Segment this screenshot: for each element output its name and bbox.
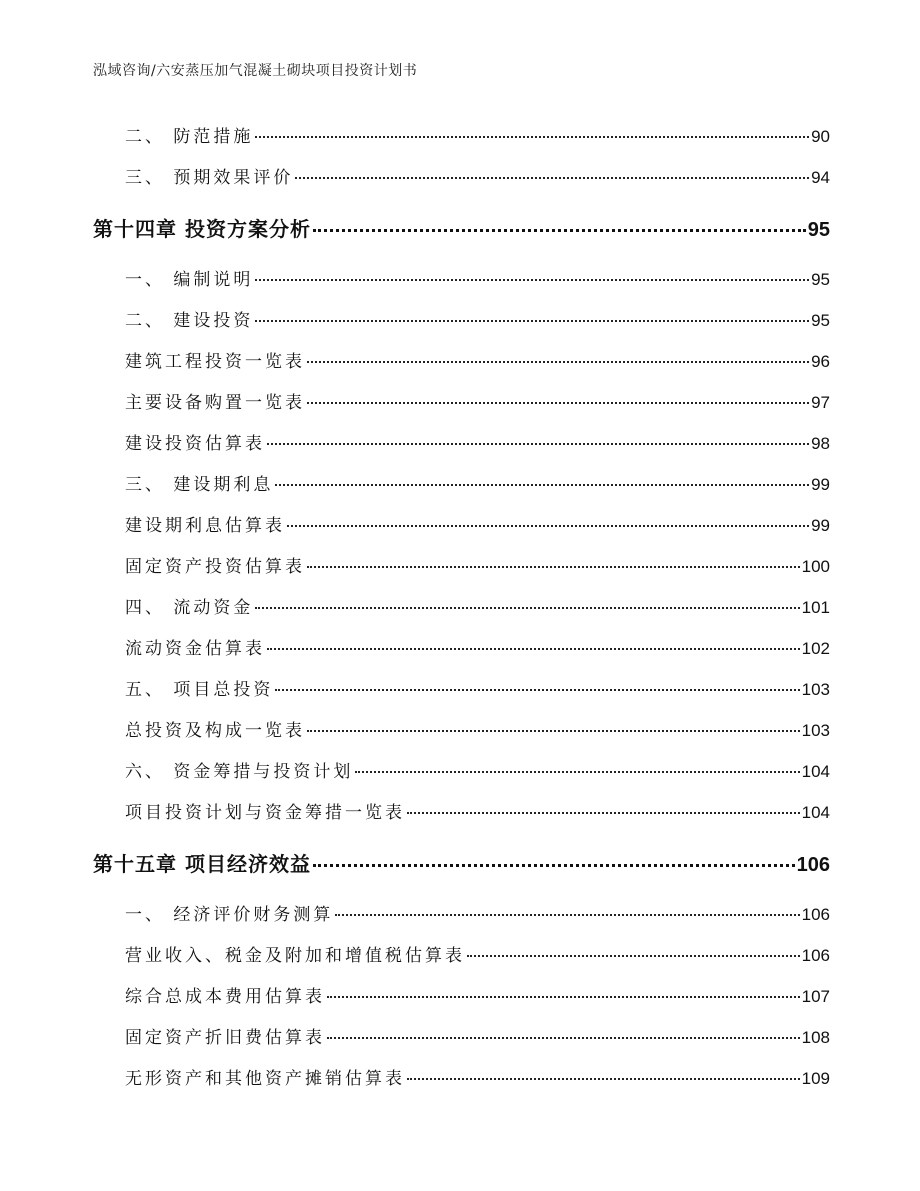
toc-entry[interactable] [125, 757, 830, 782]
dot-leader [255, 279, 809, 281]
toc-entry-label: 三、 预期效果评价 [125, 168, 294, 188]
toc-entry[interactable] [125, 982, 830, 1007]
toc-entry-label: 项目投资计划与资金筹措一览表 [125, 803, 405, 823]
toc-entry-page: 109 [801, 1069, 830, 1088]
dot-leader [355, 771, 799, 773]
toc-entry-page: 103 [801, 721, 830, 740]
toc-entry-page: 100 [801, 557, 830, 576]
toc-entry[interactable] [125, 1064, 830, 1089]
dot-leader [313, 864, 795, 867]
toc-entry[interactable] [125, 634, 830, 659]
toc-entry-label: 建设期利息估算表 [125, 516, 285, 536]
toc-entry-label: 建设投资估算表 [125, 434, 265, 454]
dot-leader [307, 402, 809, 404]
toc-entry[interactable] [125, 470, 830, 495]
toc-entry-label: 一、 经济评价财务测算 [125, 905, 334, 925]
toc-entry-page: 98 [811, 434, 830, 453]
toc-entry-label: 总投资及构成一览表 [125, 721, 305, 741]
toc-entry-page: 106 [801, 905, 830, 924]
toc-entry[interactable] [125, 429, 830, 454]
toc-entry-page: 103 [801, 680, 830, 699]
dot-leader [327, 1037, 800, 1039]
toc-entry-page: 90 [811, 127, 830, 146]
toc-entry[interactable] [125, 798, 830, 823]
toc-entry[interactable] [125, 347, 830, 372]
dot-leader [267, 648, 800, 650]
toc-entry[interactable] [125, 900, 830, 925]
dot-leader [407, 1078, 800, 1080]
toc-entry[interactable] [125, 265, 830, 290]
toc-entry-label: 主要设备购置一览表 [125, 393, 305, 413]
toc-entry-label: 固定资产投资估算表 [125, 557, 305, 577]
toc-entry[interactable] [125, 1023, 830, 1048]
toc-entry-label: 二、 防范措施 [125, 127, 254, 147]
dot-leader [407, 812, 800, 814]
dot-leader [327, 996, 800, 998]
toc-entry[interactable] [125, 122, 830, 147]
toc-entry[interactable] [125, 593, 830, 618]
toc-entry-label: 综合总成本费用估算表 [125, 987, 325, 1007]
toc-entry-page: 101 [801, 598, 830, 617]
toc-entry-label: 六、 资金筹措与投资计划 [125, 762, 354, 782]
toc-entry-label: 流动资金估算表 [125, 639, 265, 659]
toc-entry-page: 96 [811, 352, 830, 371]
dot-leader [275, 484, 809, 486]
dot-leader [307, 730, 800, 732]
toc-entry-page: 106 [801, 946, 830, 965]
toc-chapter-entry[interactable] [93, 848, 830, 877]
toc-chapter-entry[interactable] [93, 213, 830, 242]
toc-entry-page: 104 [801, 803, 830, 822]
toc-entry-label: 二、 建设投资 [125, 311, 254, 331]
toc-entry[interactable] [125, 306, 830, 331]
running-header: 泓域咨询/六安蒸压加气混凝土砌块项目投资计划书 [93, 63, 418, 79]
toc-entry-page: 99 [811, 475, 830, 494]
toc-entry-label: 营业收入、税金及附加和增值税估算表 [125, 946, 465, 966]
toc-entry[interactable] [125, 511, 830, 536]
dot-leader [275, 689, 799, 691]
dot-leader [287, 525, 809, 527]
toc-entry[interactable] [125, 388, 830, 413]
toc-entry-label: 三、 建设期利息 [125, 475, 274, 495]
toc-entry-label: 五、 项目总投资 [125, 680, 274, 700]
dot-leader [295, 177, 809, 179]
toc-entry-page: 99 [811, 516, 830, 535]
toc-entry-label: 第十四章 投资方案分析 [93, 217, 311, 241]
dot-leader [313, 229, 806, 232]
toc-entry-page: 108 [801, 1028, 830, 1047]
toc-entry[interactable] [125, 552, 830, 577]
toc-entry[interactable] [125, 163, 830, 188]
toc-entry-label: 建筑工程投资一览表 [125, 352, 305, 372]
dot-leader [255, 136, 809, 138]
dot-leader [335, 914, 799, 916]
toc-entry-label: 第十五章 项目经济效益 [93, 852, 311, 876]
dot-leader [267, 443, 809, 445]
toc-entry-label: 一、 编制说明 [125, 270, 254, 290]
toc-entry-page: 94 [811, 168, 830, 187]
toc-entry[interactable] [125, 941, 830, 966]
toc-entry-page: 95 [807, 219, 830, 241]
dot-leader [467, 955, 800, 957]
toc-entry-page: 107 [801, 987, 830, 1006]
toc-entry-page: 95 [811, 311, 830, 330]
toc-entry-page: 102 [801, 639, 830, 658]
toc-entry-page: 97 [811, 393, 830, 412]
toc-entry-page: 95 [811, 270, 830, 289]
toc-entry-label: 固定资产折旧费估算表 [125, 1028, 325, 1048]
toc-entry[interactable] [125, 716, 830, 741]
dot-leader [307, 361, 809, 363]
toc-entry-page: 104 [801, 762, 830, 781]
dot-leader [255, 607, 799, 609]
dot-leader [307, 566, 800, 568]
toc-entry-label: 无形资产和其他资产摊销估算表 [125, 1069, 405, 1089]
toc-entry-page: 106 [796, 854, 830, 876]
toc-entry[interactable] [125, 675, 830, 700]
dot-leader [255, 320, 809, 322]
toc-entry-label: 四、 流动资金 [125, 598, 254, 618]
